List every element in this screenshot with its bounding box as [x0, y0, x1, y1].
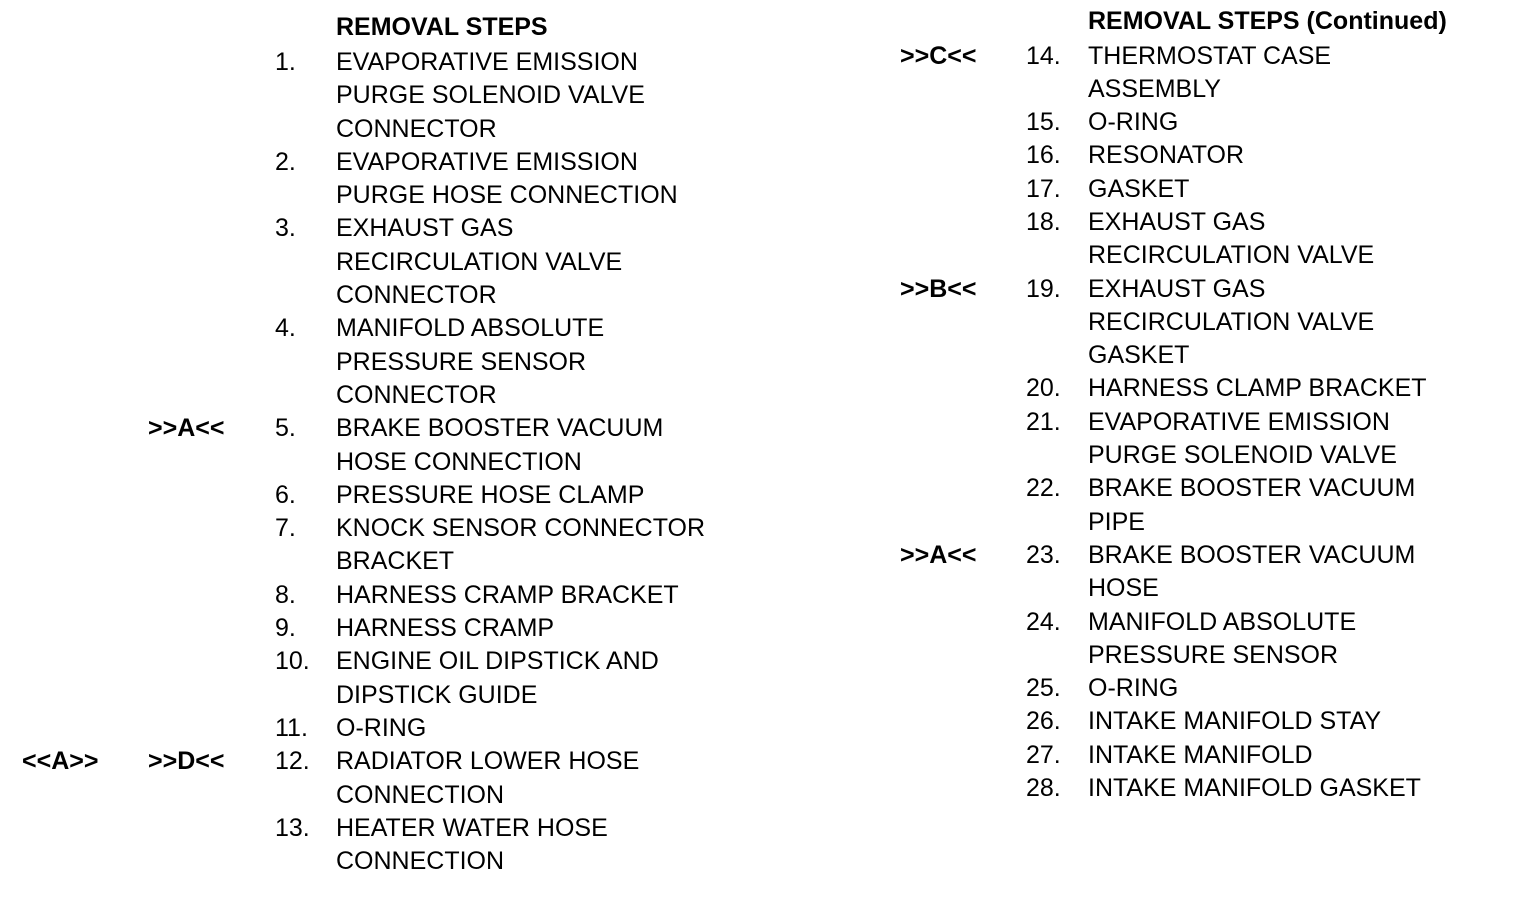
step-text: EVAPORATIVE EMISSION PURGE SOLENOID VALVE CONNECTOR — [336, 48, 645, 143]
step-item — [880, 672, 1427, 705]
step-item — [880, 472, 1427, 539]
step-number: 17. — [1026, 174, 1061, 203]
step-text: MANIFOLD ABSOLUTE PRESSURE SENSOR — [1088, 607, 1357, 669]
step-item — [880, 539, 1427, 606]
removal-ref-marker: <<A>> — [22, 747, 99, 776]
step-item — [880, 406, 1427, 473]
step-text: GASKET — [1088, 174, 1190, 203]
step-number: 3. — [275, 214, 296, 243]
step-item — [880, 372, 1427, 405]
step-number: 28. — [1026, 774, 1061, 803]
installation-ref-marker: >>B<< — [900, 274, 977, 303]
step-item — [0, 645, 705, 712]
step-text: BRAKE BOOSTER VACUUM PIPE — [1088, 474, 1416, 536]
removal-steps-continued-heading: REMOVAL STEPS (Continued) — [1088, 7, 1447, 35]
step-item — [0, 479, 705, 512]
step-text: THERMOSTAT CASE ASSEMBLY — [1088, 41, 1332, 103]
removal-steps-heading: REMOVAL STEPS — [336, 13, 548, 41]
step-item — [880, 705, 1427, 738]
step-number: 22. — [1026, 474, 1061, 503]
step-item — [0, 212, 705, 312]
step-text: EXHAUST GAS RECIRCULATION VALVE — [1088, 207, 1375, 270]
step-number: 26. — [1026, 707, 1061, 736]
step-number: 13. — [275, 813, 310, 842]
step-number: 4. — [275, 314, 296, 343]
step-text: O-RING — [336, 713, 427, 742]
step-text: ENGINE OIL DIPSTICK AND DIPSTICK GUIDE — [336, 647, 659, 709]
step-text: INTAKE MANIFOLD GASKET — [1088, 774, 1421, 803]
step-text: HEATER WATER HOSE CONNECTION — [336, 813, 608, 876]
step-item — [880, 606, 1427, 673]
step-text: RESONATOR — [1088, 141, 1245, 170]
step-text: RADIATOR LOWER HOSE CONNECTION — [336, 747, 640, 809]
step-number: 20. — [1026, 374, 1061, 403]
step-item — [0, 812, 705, 879]
installation-ref-marker: >>A<< — [900, 540, 977, 569]
step-number: 12. — [275, 747, 310, 776]
step-number: 15. — [1026, 108, 1061, 137]
step-item — [880, 173, 1427, 206]
step-text: INTAKE MANIFOLD — [1088, 740, 1313, 769]
step-number: 8. — [275, 580, 296, 609]
step-item — [880, 739, 1427, 772]
step-item — [0, 146, 705, 213]
step-text: BRAKE BOOSTER VACUUM HOSE CONNECTION — [336, 414, 664, 476]
step-number: 23. — [1026, 540, 1061, 569]
step-item — [0, 512, 705, 579]
step-text: O-RING — [1088, 674, 1179, 703]
installation-ref-marker: >>A<< — [148, 414, 225, 443]
step-number: 24. — [1026, 607, 1061, 636]
installation-ref-marker: >>D<< — [148, 747, 225, 776]
step-text: BRAKE BOOSTER VACUUM HOSE — [1088, 540, 1416, 603]
step-text: EVAPORATIVE EMISSION PURGE HOSE CONNECTION — [336, 147, 678, 210]
step-number: 1. — [275, 48, 296, 76]
step-item — [880, 273, 1427, 373]
step-number: 19. — [1026, 274, 1061, 303]
step-item — [0, 745, 705, 812]
step-number: 10. — [275, 647, 310, 676]
step-item — [0, 46, 705, 146]
removal-steps-list — [0, 46, 705, 878]
step-text: INTAKE MANIFOLD STAY — [1088, 707, 1382, 736]
step-item — [880, 106, 1427, 139]
step-number: 16. — [1026, 141, 1061, 170]
step-number: 9. — [275, 614, 296, 643]
step-item — [880, 139, 1427, 172]
step-number: 25. — [1026, 674, 1061, 703]
step-text: O-RING — [1088, 108, 1179, 137]
step-number: 6. — [275, 480, 296, 509]
step-number: 14. — [1026, 41, 1061, 70]
removal-steps-continued-list — [880, 40, 1427, 806]
step-text: EXHAUST GAS RECIRCULATION VALVE CONNECTOR — [336, 214, 623, 310]
step-text: HARNESS CLAMP BRACKET — [1088, 374, 1427, 403]
step-item — [880, 40, 1427, 107]
step-item — [880, 772, 1427, 805]
step-number: 11. — [275, 713, 308, 742]
step-item — [0, 612, 705, 645]
step-number: 27. — [1026, 740, 1061, 769]
step-number: 7. — [275, 514, 296, 543]
step-number: 18. — [1026, 207, 1061, 236]
step-text: EVAPORATIVE EMISSION PURGE SOLENOID VALVE — [1088, 407, 1397, 470]
step-item — [0, 312, 705, 412]
step-number: 5. — [275, 414, 296, 443]
step-text: MANIFOLD ABSOLUTE PRESSURE SENSOR CONNECTOR — [336, 314, 605, 409]
step-number: 2. — [275, 147, 296, 176]
step-item — [0, 412, 705, 479]
step-item — [880, 206, 1427, 273]
installation-ref-marker: >>C<< — [900, 41, 977, 70]
step-text: HARNESS CRAMP — [336, 614, 555, 643]
step-text: PRESSURE HOSE CLAMP — [336, 480, 645, 509]
step-text: KNOCK SENSOR CONNECTOR BRACKET — [336, 514, 706, 576]
step-number: 21. — [1026, 407, 1061, 436]
step-text: HARNESS CRAMP BRACKET — [336, 580, 679, 609]
step-text: EXHAUST GAS RECIRCULATION VALVE GASKET — [1088, 274, 1375, 370]
step-item — [0, 579, 705, 612]
step-item — [0, 712, 705, 745]
